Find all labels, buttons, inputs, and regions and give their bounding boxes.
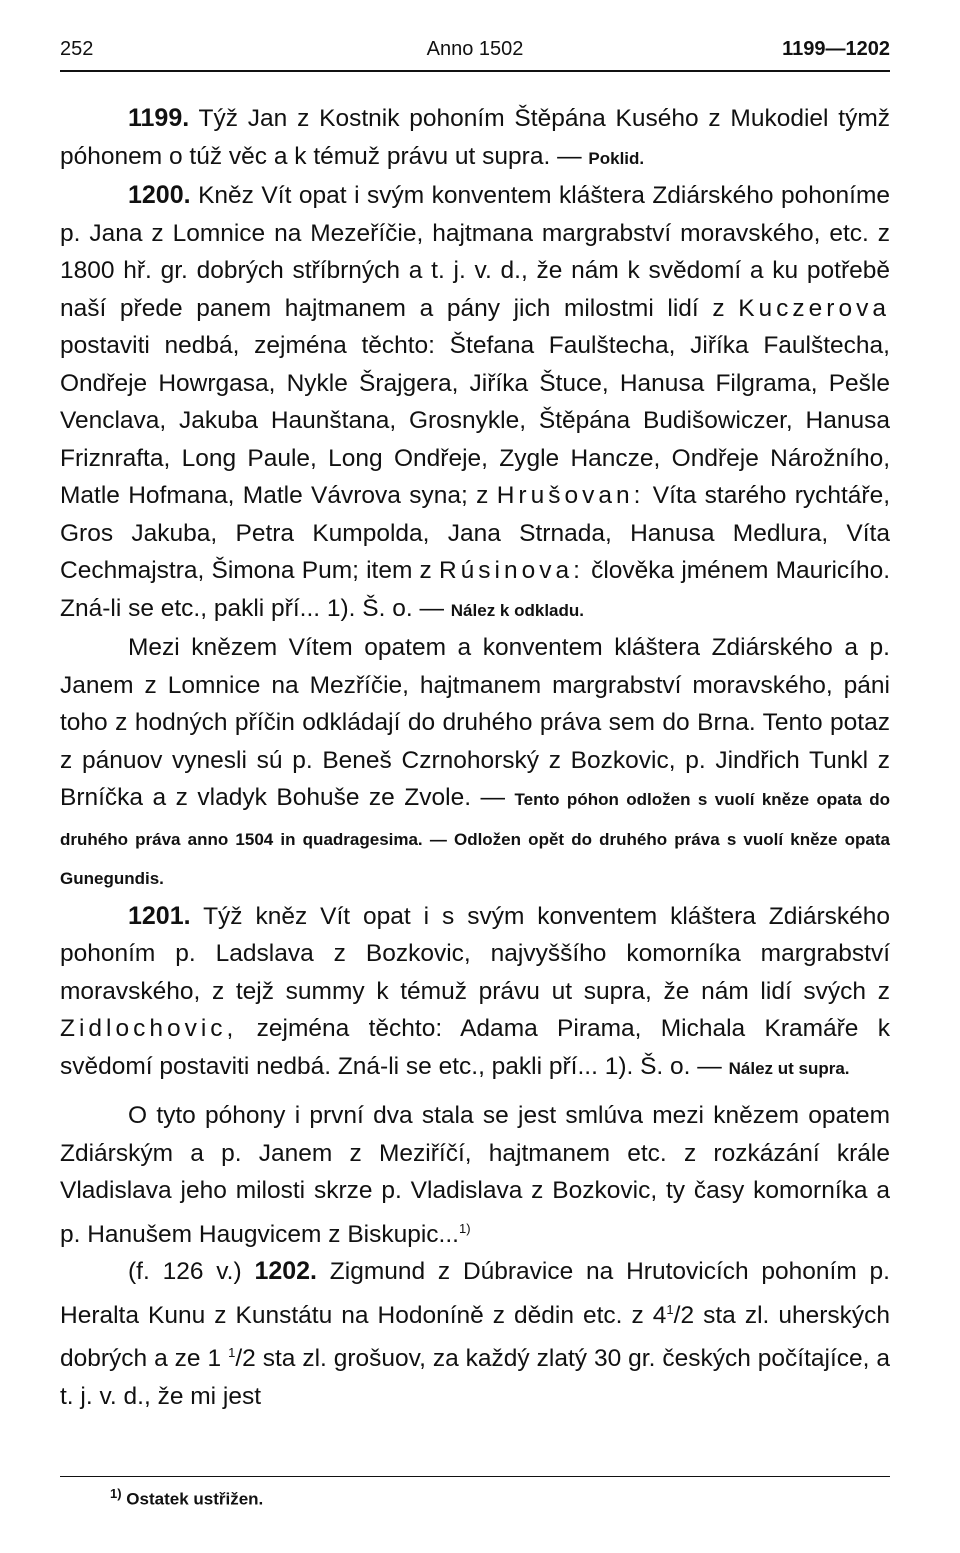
entry-1199: [60, 100, 890, 177]
ruling-paragraph: [60, 629, 890, 898]
entry-text: Týž Jan z Kostnik pohoním Štěpána Kusého z Mukodiel týmž póhonem o túž věc a k témuž právu ut supra. —: [60, 105, 890, 170]
entry-text: Týž kněz Vít opat i s svým konventem kláštera Zdiárského pohoním p. Ladslava z Bozkovic, najvyššího komorníka margrabství moravského, z tejž summy k témuž právu ut supra, že nám lidí svých z: [60, 902, 890, 1005]
folio-ref: (f. 126 v.): [128, 1258, 242, 1286]
entry-1201: [60, 898, 890, 1088]
entry-text: postaviti nedbá, zejména těchto: Štefana Faulštecha, Jiříka Faulštecha, Ondřeje Howrgasa, Nykle Šrajgera, Jiříka Štuce, Hanusa Filgrama, Pešle Venclava, Jakuba Haunštana, Grosnykle, Štěpána Budišowiczer, Hanusa Friznrafta, Long Paule, Long Ondřeje, Zygle Hancze, Ondřeje Nárožního, Matle Hofmana, Matle Vávrova syna; z: [60, 332, 890, 509]
entry-note: Nález ut supra.: [728, 1058, 850, 1078]
entry-note: Nález k odkladu.: [450, 600, 584, 620]
place-name: Rúsinova:: [438, 557, 584, 584]
entry-range: 1199—1202: [782, 38, 890, 60]
place-name: Kuczerova: [738, 294, 890, 322]
entry-1200: [60, 177, 890, 629]
entry-number: 1201.: [128, 901, 191, 930]
entry-text: sta zl. uherských dobrých a ze 1: [60, 1301, 891, 1373]
entry-text: Víta starého rychtáře, Gros Jakuba, Petra Kumpolda, Jana Strnada, Hanusa Medlura, Víta Cechmajstra, Šimona Pum; item z: [60, 482, 891, 584]
entry-text: Zigmund z Dúbravice na Hrutovicích pohoním p. Heralta Kunu z Kunstátu na Hodoníně z dědin etc. z 4: [60, 1258, 890, 1329]
footnote-mark: 1): [110, 1486, 122, 1501]
entry-note: Poklid.: [588, 148, 645, 168]
fraction-numerator: 1: [666, 1301, 674, 1317]
entry-text: zejména těchto: Adama Pirama, Michala Kramáře k svědomí postaviti nedbá. Zná-li se etc., pakli pří... 1). Š. o. —: [60, 1015, 890, 1080]
entry-text: Kněz Vít opat i svým konventem kláštera Zdiárského pohoníme p. Jana z Lomnice na Mezeříčie, hajtmana margrabství moravského, etc. z 1800 hř. gr. dobrých stříbrných a t. j. v. d., že nám k svědomí a ku potřebě naší přede panem hajtmanem a pány jich milostmi lidí z: [60, 182, 890, 322]
entry-1202: [60, 1253, 890, 1415]
footnote: [110, 1486, 263, 1510]
footnote-rule: [60, 1476, 890, 1477]
page-header: [60, 38, 890, 70]
entry-text: sta zl. grošuov, za každý zlatý 30 gr. českých počítajíce, a t. j. v. d., že mi jest: [60, 1345, 891, 1410]
entry-number: 1202.: [254, 1257, 317, 1286]
footnote-text: Ostatek ustřižen.: [126, 1489, 264, 1509]
fraction-denominator: /2: [235, 1345, 256, 1373]
entry-text: člověka jménem Mauricího. Zná-li se etc., pakli pří... 1). Š. o. —: [60, 557, 890, 622]
fraction-denominator: /2: [673, 1301, 695, 1329]
entry-number: 1199.: [128, 104, 190, 132]
place-name: Hrušovan:: [496, 482, 645, 509]
fraction-numerator: 1: [228, 1345, 236, 1361]
footnote-ref: 1): [458, 1220, 471, 1236]
ruling-text: Mezi knězem Vítem opatem a konventem kláštera Zdiárského a p. Janem z Lomnice na Mezříčie, hajtmanem margrabství moravského, páni toho z hodných příčin odkládají do druhého práva sem do Brna. Tento potaz z pánuov vynesli sú p. Beneš Czrnohorský z Bozkovic, p. Jindřich Tunkl z Brníčka a z vladyk Bohuše ze Zvole. —: [60, 634, 890, 811]
entry-number: 1200.: [128, 181, 191, 209]
running-title: Anno 1502: [426, 38, 524, 60]
page-number: 252: [60, 38, 94, 60]
header-rule: [60, 70, 890, 72]
contract-text: O tyto póhony i první dva stala se jest smlúva mezi knězem opatem Zdiárským a p. Janem z Meziříčí, hajtmanem etc. z rozkázání krále Vladislava jeho milosti skrze p. Vladislava z Bozkovic, ty časy komorníka a p. Hanušem Haugvicem z Biskupic...: [60, 1102, 890, 1248]
contract-paragraph: [60, 1097, 890, 1253]
place-name: Zidlochovic,: [60, 1015, 238, 1042]
main-text: [60, 100, 890, 1415]
ruling-note: Tento póhon odložen s vuolí kněze opata do druhého práva anno 1504 in quadragesima. — Odložen opět do druhého práva s vuolí kněze opata Gunegundis.: [60, 790, 890, 888]
